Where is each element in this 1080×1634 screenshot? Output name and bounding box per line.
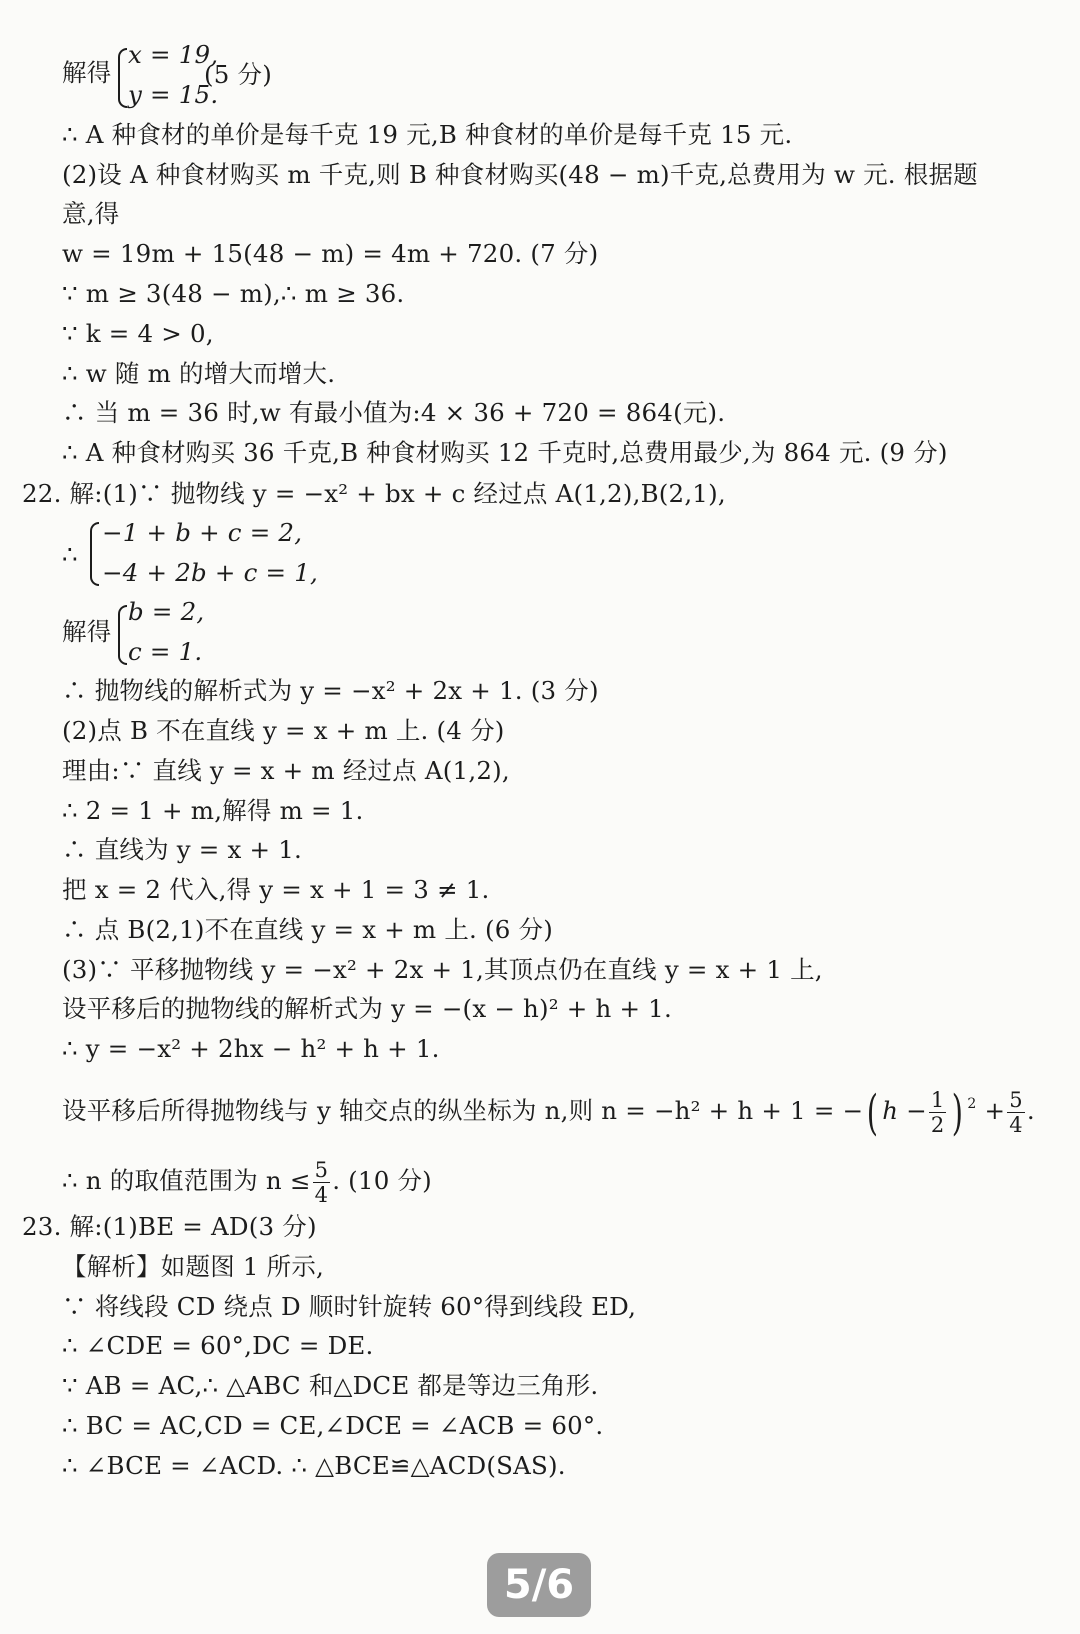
line-q23-start: 23. 解:(1)BE = AD(3 分) (22, 1212, 317, 1241)
eq-y: y = 15. (128, 80, 219, 109)
fraction-five-fourths (1007, 1088, 1025, 1137)
n-plus: + (984, 1096, 1006, 1125)
line-n-range (62, 1158, 432, 1207)
fraction-den: 4 (314, 1183, 329, 1207)
score-5: (5 分) (204, 60, 272, 89)
fraction-num: 5 (1009, 1088, 1023, 1112)
line-translated-parabola: 设平移后的抛物线的解析式为 y = −(x − h)² + h + 1. (62, 994, 672, 1023)
fraction-range (313, 1158, 331, 1207)
n-h-minus: h − (882, 1096, 927, 1125)
line-substitute: 把 x = 2 代入,得 y = x + 1 = 3 ≠ 1. (62, 875, 490, 904)
brace-bc (118, 605, 127, 665)
line-q22-start: 22. 解:(1)∵ 抛物线 y = −x² + bx + c 经过点 A(1,2),B(2,1), (22, 479, 726, 508)
line-min-value: ∴ 当 m = 36 时,w 有最小值为:4 × 36 + 720 = 864(元). (62, 398, 726, 427)
eq-c: c = 1. (128, 637, 203, 666)
brace-bc-system (90, 522, 99, 586)
line-b-not-on-line: ∴ 点 B(2,1)不在直线 y = x + m 上. (6 分) (62, 915, 554, 944)
eq-x: x = 19, (128, 40, 219, 69)
text-solve-label-2: 解得 (62, 617, 112, 646)
line-part2-setup: (2)设 A 种食材购买 m 千克,则 B 种食材购买(48 − m)千克,总费用为 w 元. 根据题 (62, 160, 978, 189)
line-congruent: ∴ ∠BCE = ∠ACD. ∴ △BCE≌△ACD(SAS). (62, 1451, 566, 1480)
n-period: . (1026, 1096, 1035, 1125)
line-parabola-expression: ∴ 抛物线的解析式为 y = −x² + 2x + 1. (3 分) (62, 676, 599, 705)
line-equilateral: ∵ AB = AC,∴ △ABC 和△DCE 都是等边三角形. (62, 1371, 599, 1400)
line-part3-setup: (3)∵ 平移抛物线 y = −x² + 2x + 1,其顶点仍在直线 y = x + 1 上, (62, 955, 823, 984)
text-therefore: ∴ (62, 540, 78, 569)
line-line-eq: ∴ 直线为 y = x + 1. (62, 835, 303, 864)
page-indicator: 5/6 (487, 1553, 591, 1617)
fraction-den: 2 (930, 1113, 945, 1137)
eq-system-2: −4 + 2b + c = 1, (102, 558, 318, 587)
line-solve-m: ∴ 2 = 1 + m,解得 m = 1. (62, 796, 364, 825)
n-expression-text: 设平移后所得抛物线与 y 轴交点的纵坐标为 n,则 n = −h² + h + 1 = − (62, 1096, 864, 1125)
fraction-num: 1 (930, 1088, 945, 1112)
fraction-num: 5 (314, 1158, 329, 1182)
line-equal-sides: ∴ BC = AC,CD = CE,∠DCE = ∠ACB = 60°. (62, 1411, 604, 1440)
fraction-one-half (929, 1088, 947, 1137)
fraction-den: 4 (1009, 1113, 1023, 1137)
line-n-expression: 设平移后所得抛物线与 y 轴交点的纵坐标为 n,则 n = −h² + h + 1 = −( h − $\frac{1}{2}$ ) $^2$ + $\frac{5}{4}$ . (62, 1084, 1035, 1141)
line-reason: 理由:∵ 直线 y = x + m 经过点 A(1,2), (62, 756, 510, 785)
line-unit-price: ∴ A 种食材的单价是每千克 19 元,B 种食材的单价是每千克 15 元. (62, 120, 793, 149)
line-m-inequality: ∵ m ≥ 3(48 − m),∴ m ≥ 36. (62, 279, 405, 308)
eq-system-1: −1 + b + c = 2, (102, 518, 303, 547)
line-rotation: ∵ 将线段 CD 绕点 D 顺时针旋转 60°得到线段 ED, (62, 1292, 637, 1321)
line-conclusion-21: ∴ A 种食材购买 36 千克,B 种食材购买 12 千克时,总费用最少,为 864 元. (9 分) (62, 438, 948, 467)
line-analysis-header: 【解析】如题图 1 所示, (62, 1252, 325, 1281)
brace-xy (118, 48, 127, 108)
line-part2-setup-cont: 意,得 (62, 199, 120, 228)
paren-open: ( (867, 1084, 879, 1141)
paren-close: ) (952, 1084, 964, 1141)
n-range-score: . (10 分) (332, 1166, 432, 1195)
text-solve-label: 解得 (62, 58, 112, 87)
n-range-text: ∴ n 的取值范围为 n ≤ (62, 1166, 311, 1195)
eq-b: b = 2, (128, 597, 205, 626)
line-w-expression: w = 19m + 15(48 − m) = 4m + 720. (7 分) (62, 239, 599, 268)
line-expanded: ∴ y = −x² + 2hx − h² + h + 1. (62, 1034, 440, 1063)
line-w-increases: ∴ w 随 m 的增大而增大. (62, 359, 336, 388)
line-angle-cde: ∴ ∠CDE = 60°,DC = DE. (62, 1331, 374, 1360)
line-k-positive: ∵ k = 4 > 0, (62, 319, 214, 348)
line-part2-claim: (2)点 B 不在直线 y = x + m 上. (4 分) (62, 716, 505, 745)
